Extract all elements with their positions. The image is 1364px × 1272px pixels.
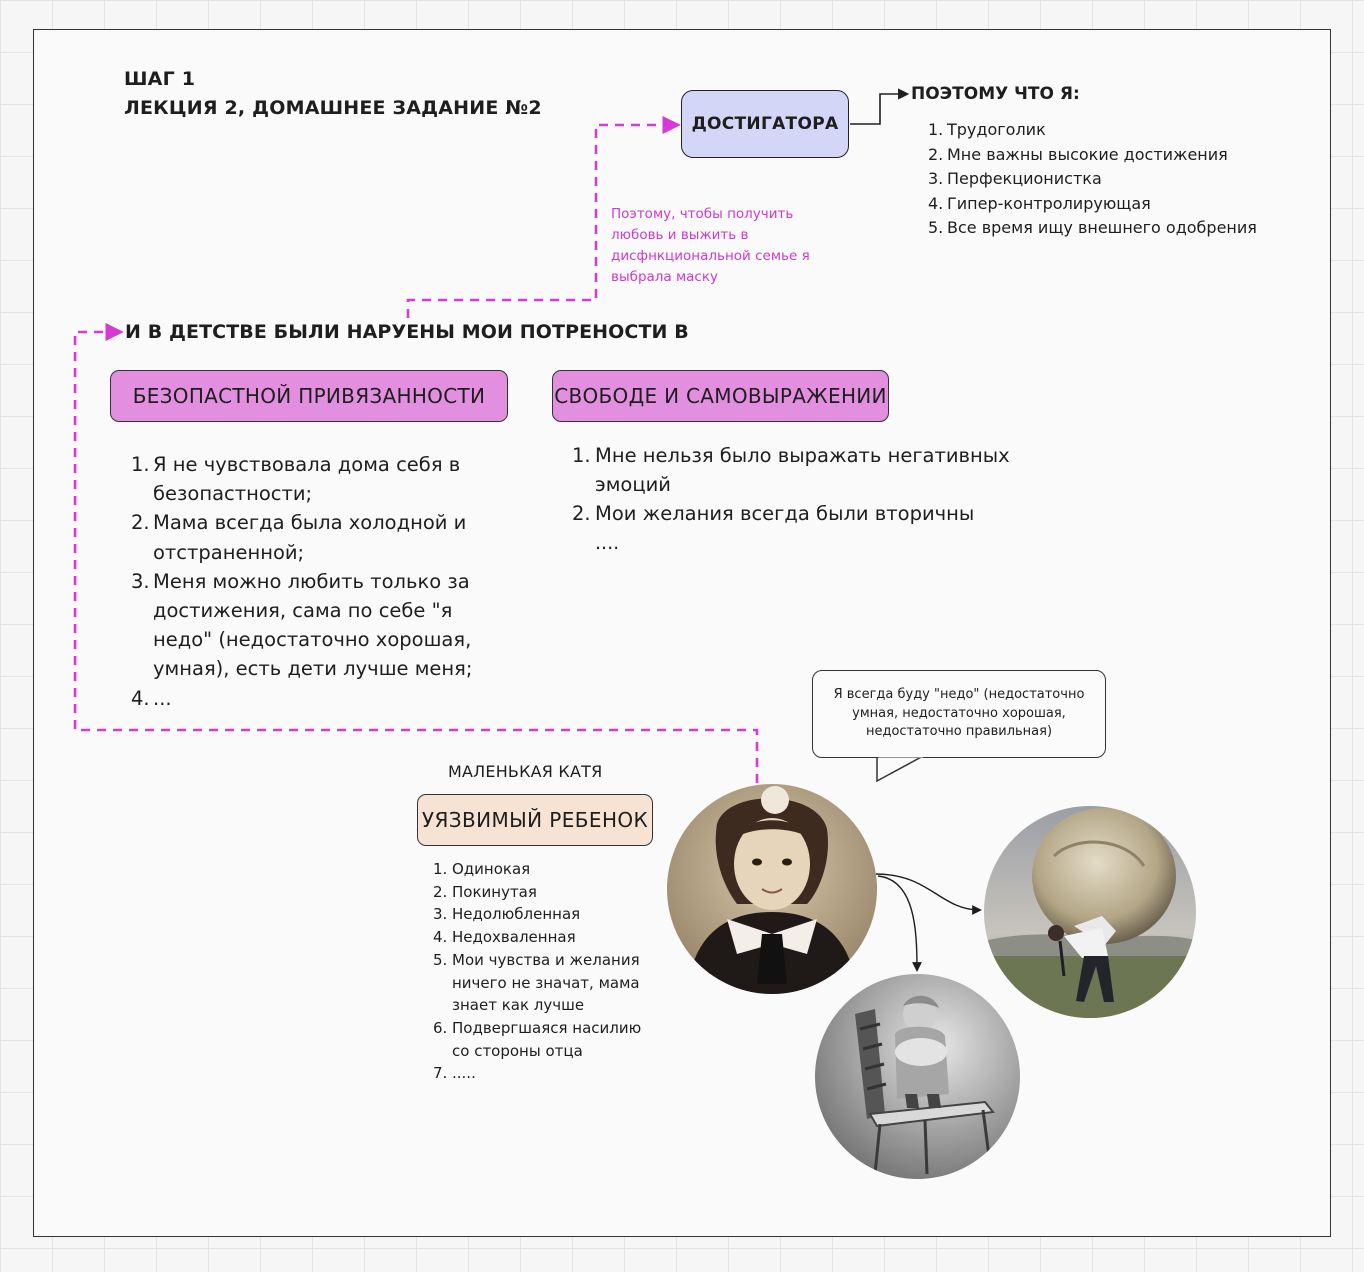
because-label: ПОЭТОМУ ЧТО Я: [911,84,1080,104]
list-item: 4. ... [131,686,172,710]
mask-note: Поэтому, чтобы получить любовь и выжить в дисфнкциональной семье я выбрала маску [611,206,810,285]
list-item: 1. Трудоголик [928,120,1046,139]
list-item: 5. Все время ищу внешнего одобрения [928,218,1257,238]
lecture-title: ЛЕКЦИЯ 2, ДОМАШНЕЕ ЗАДАНИЕ №2 [124,97,542,119]
list-item: 3. Перфекционистка [928,169,1102,189]
list-item: 4. Недохваленная [433,928,576,947]
step-title: ШАГ 1 [124,68,196,90]
speech-bubble-text: Я всегда буду "недо" (недостаточно умная, недостаточно хорошая, недостаточно правильная) [833,687,1085,740]
child-portrait-photo[interactable] [667,784,877,994]
list-item: 2. Мои желания всегда были вторичны [572,502,975,526]
list-item: 3. Меня можно любить только за достижения, сама по себе "я недо" (недостаточно хорошая, умная), есть дети лучше меня; [131,569,473,681]
list-item: 5. Мои чувства и желания ничего не значат, мама знает как лучше [433,950,640,1015]
list-item: 3. Недолюбленная [433,905,581,924]
list-item: 4. Гипер-контролирующая [928,193,1151,213]
list-item: 1. Одинокая [433,860,531,878]
sad-child-on-chair-photo[interactable] [815,974,1020,1179]
man-carrying-boulder-photo[interactable] [984,806,1196,1018]
list-item: 2. Покинутая [433,882,537,901]
need-label: БЕЗОПАСТНОЙ ПРИВЯЗАННОСТИ [132,384,486,408]
list-item: 1. Мне нельзя было выражать негативных эмоций [572,444,1010,497]
need-label: СВОБОДЕ И САМОВЫРАЖЕНИИ [554,384,887,408]
needs-heading: И В ДЕТСТВЕ БЫЛИ НАРУЕНЫ МОИ ПОТРЕНОСТИ В [125,321,689,343]
freedom-trailing: .... [595,532,620,554]
list-item: 7. ..... [433,1064,476,1083]
child-label: УЯЗВИМЫЙ РЕБЕНОК [421,808,649,832]
mask-label: ДОСТИГАТОРА [691,114,839,134]
list-item: 2. Мама всегда была холодной и отстраненной; [131,511,467,564]
list-item: 6. Подвергшаяся насилию со стороны отца [433,1018,642,1060]
list-item: 1. Я не чувствовала дома себя в безопастности; [131,453,461,506]
child-caption: МАЛЕНЬКАЯ КАТЯ [448,762,603,781]
list-item: 2. Мне важны высокие достижения [928,144,1228,164]
